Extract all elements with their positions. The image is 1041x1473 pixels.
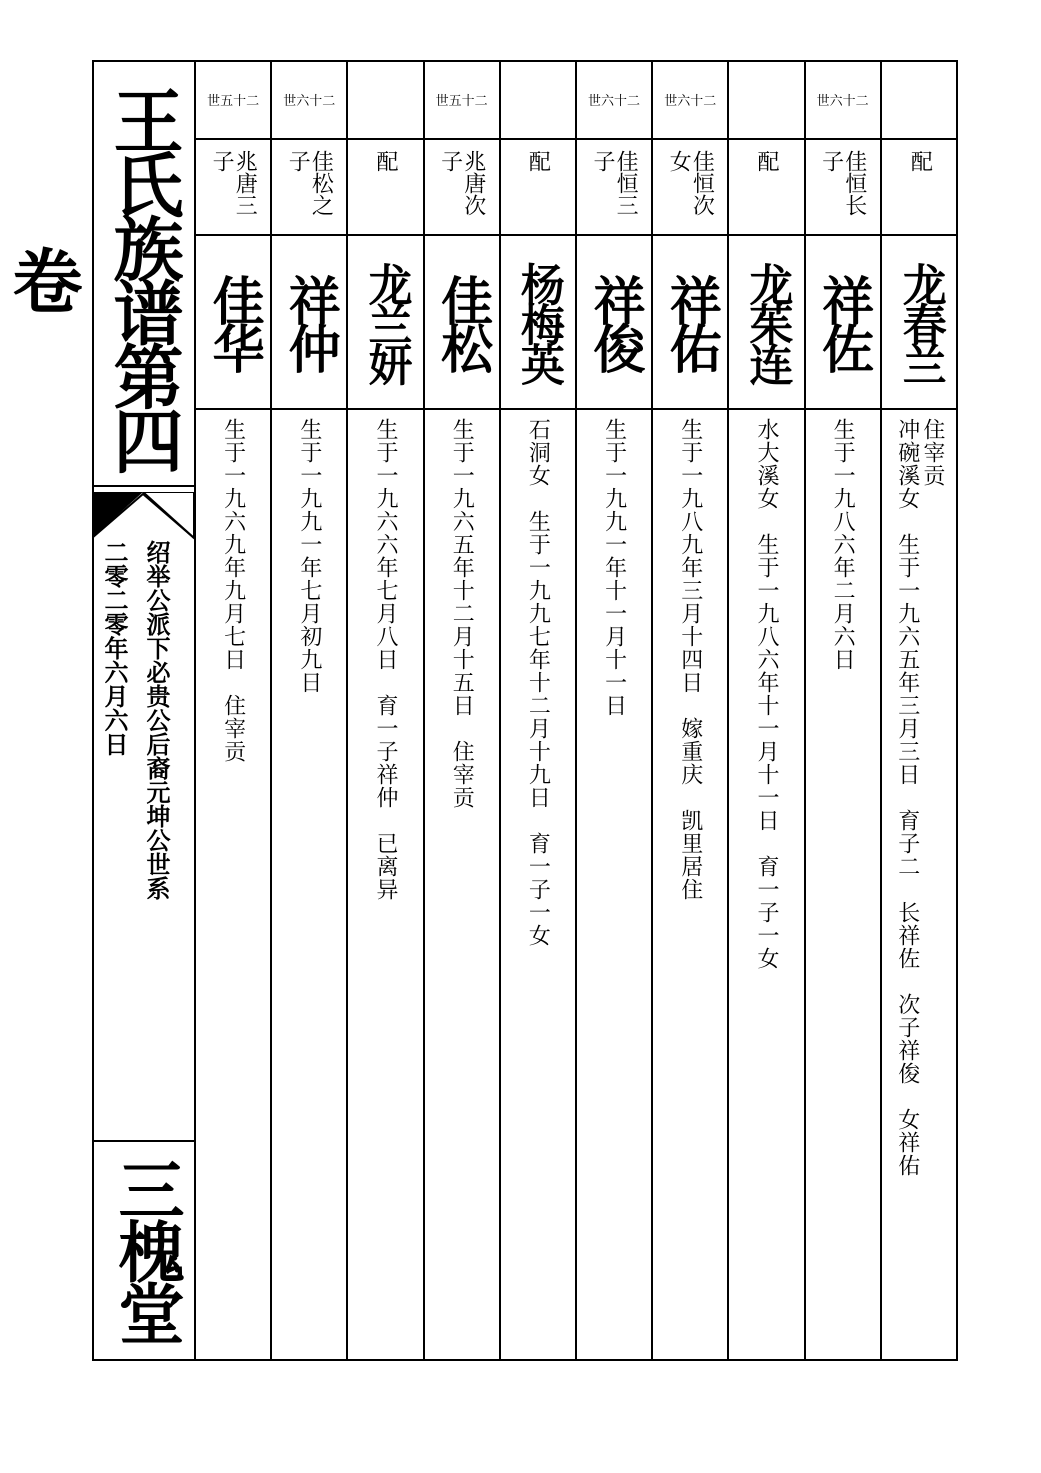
divider xyxy=(92,1140,194,1142)
relation-cell xyxy=(272,140,346,236)
relation-label: 佳恒长子 xyxy=(818,150,867,216)
name-cell xyxy=(196,236,270,410)
person-name: 杨梅英 xyxy=(512,262,564,382)
name-cell xyxy=(882,236,958,410)
divider xyxy=(92,485,194,487)
relation-cell xyxy=(577,140,651,236)
person-name: 佳松 xyxy=(431,274,493,370)
detail-cell xyxy=(729,418,803,1348)
person-detail: 生于一九八九年三月十四日 嫁重庆 凯里居住 xyxy=(677,418,703,901)
person-residence: 住宰贡 xyxy=(919,418,945,487)
name-cell xyxy=(577,236,651,410)
relation-label: 佳恒次女 xyxy=(666,150,715,216)
relation-cell xyxy=(729,140,803,236)
person-detail: 生于一九六五年十二月十五日 住宰贡 xyxy=(449,418,475,809)
detail-cell xyxy=(882,418,958,1348)
person-column xyxy=(806,60,882,1361)
genealogy-columns xyxy=(196,60,958,1361)
detail-cell xyxy=(272,418,346,1348)
person-detail: 石洞女 生于一九九七年十二月十九日 育一子一女 xyxy=(525,418,551,947)
name-cell xyxy=(653,236,727,410)
relation-label: 兆唐三子 xyxy=(209,150,258,216)
person-name: 龙兰妍 xyxy=(360,262,412,382)
title-column xyxy=(1,60,196,1361)
relation-cell xyxy=(196,140,270,236)
relation-cell xyxy=(348,140,422,236)
detail-cell xyxy=(653,418,727,1348)
book-title: 王氏族谱第四卷 xyxy=(1,84,185,469)
person-detail: 生于一九八六年二月六日 xyxy=(830,418,856,671)
name-cell xyxy=(729,236,803,410)
person-detail: 冲碗溪女 生于一九六五年三月三日 育子二 长祥佐 次子祥俊 女祥佑 xyxy=(894,418,920,1177)
spouse-column xyxy=(729,60,805,1361)
relation-label: 配 xyxy=(907,150,933,172)
detail-cell xyxy=(577,418,651,1348)
relation-cell xyxy=(501,140,575,236)
person-name: 龙茱连 xyxy=(741,262,793,382)
detail-cell xyxy=(425,418,499,1348)
spouse-column xyxy=(348,60,424,1361)
person-column xyxy=(196,60,272,1361)
banner-ornament xyxy=(92,492,194,542)
person-detail: 生于一九六六年七月八日 育一子祥仲 已离异 xyxy=(373,418,399,901)
person-column xyxy=(272,60,348,1361)
person-column xyxy=(653,60,729,1361)
relation-label: 佳恒三子 xyxy=(590,150,639,216)
person-detail: 生于一九九一年十一月十一日 xyxy=(601,418,627,717)
generation-label: 世六十二 xyxy=(577,60,651,140)
person-name: 祥佑 xyxy=(660,274,722,370)
name-cell xyxy=(806,236,880,410)
person-column xyxy=(425,60,501,1361)
lineage-text: 绍举公派下必贵公后裔元坤公世系 xyxy=(142,540,171,900)
detail-cell xyxy=(196,418,270,1348)
relation-label: 佳松之子 xyxy=(285,150,334,216)
hall-name: 三槐堂 xyxy=(107,1156,185,1342)
generation-label: 世五十二 xyxy=(425,60,499,140)
generation-label: 世五十二 xyxy=(196,60,270,140)
relation-cell xyxy=(806,140,880,236)
date-text: 二零二零年六月六日 xyxy=(100,540,129,756)
name-cell xyxy=(272,236,346,410)
detail-cell xyxy=(501,418,575,1348)
generation-label xyxy=(348,60,422,140)
generation-label xyxy=(882,60,958,140)
relation-label: 配 xyxy=(525,150,551,172)
relation-label: 兆唐次子 xyxy=(437,150,486,216)
spouse-column xyxy=(882,60,958,1361)
relation-cell xyxy=(653,140,727,236)
person-name: 佳华 xyxy=(203,274,265,370)
relation-label: 配 xyxy=(753,150,779,172)
generation-label: 世六十二 xyxy=(806,60,880,140)
person-detail: 生于一九六九年九月七日 住宰贡 xyxy=(220,418,246,763)
relation-cell xyxy=(882,140,958,236)
person-name: 祥佐 xyxy=(812,274,874,370)
generation-label: 世六十二 xyxy=(653,60,727,140)
person-detail: 生于一九九一年七月初九日 xyxy=(296,418,322,694)
detail-cell xyxy=(348,418,422,1348)
generation-label xyxy=(501,60,575,140)
person-name: 祥仲 xyxy=(279,274,341,370)
generation-label xyxy=(729,60,803,140)
name-cell xyxy=(425,236,499,410)
generation-label: 世六十二 xyxy=(272,60,346,140)
person-name: 祥俊 xyxy=(584,274,646,370)
person-column xyxy=(577,60,653,1361)
person-name: 龙春兰 xyxy=(894,262,946,382)
name-cell xyxy=(501,236,575,410)
detail-cell xyxy=(806,418,880,1348)
person-detail: 水大溪女 生于一九八六年十一月十一日 育一子一女 xyxy=(753,418,779,970)
name-cell xyxy=(348,236,422,410)
relation-cell xyxy=(425,140,499,236)
relation-label: 配 xyxy=(373,150,399,172)
spouse-column xyxy=(501,60,577,1361)
